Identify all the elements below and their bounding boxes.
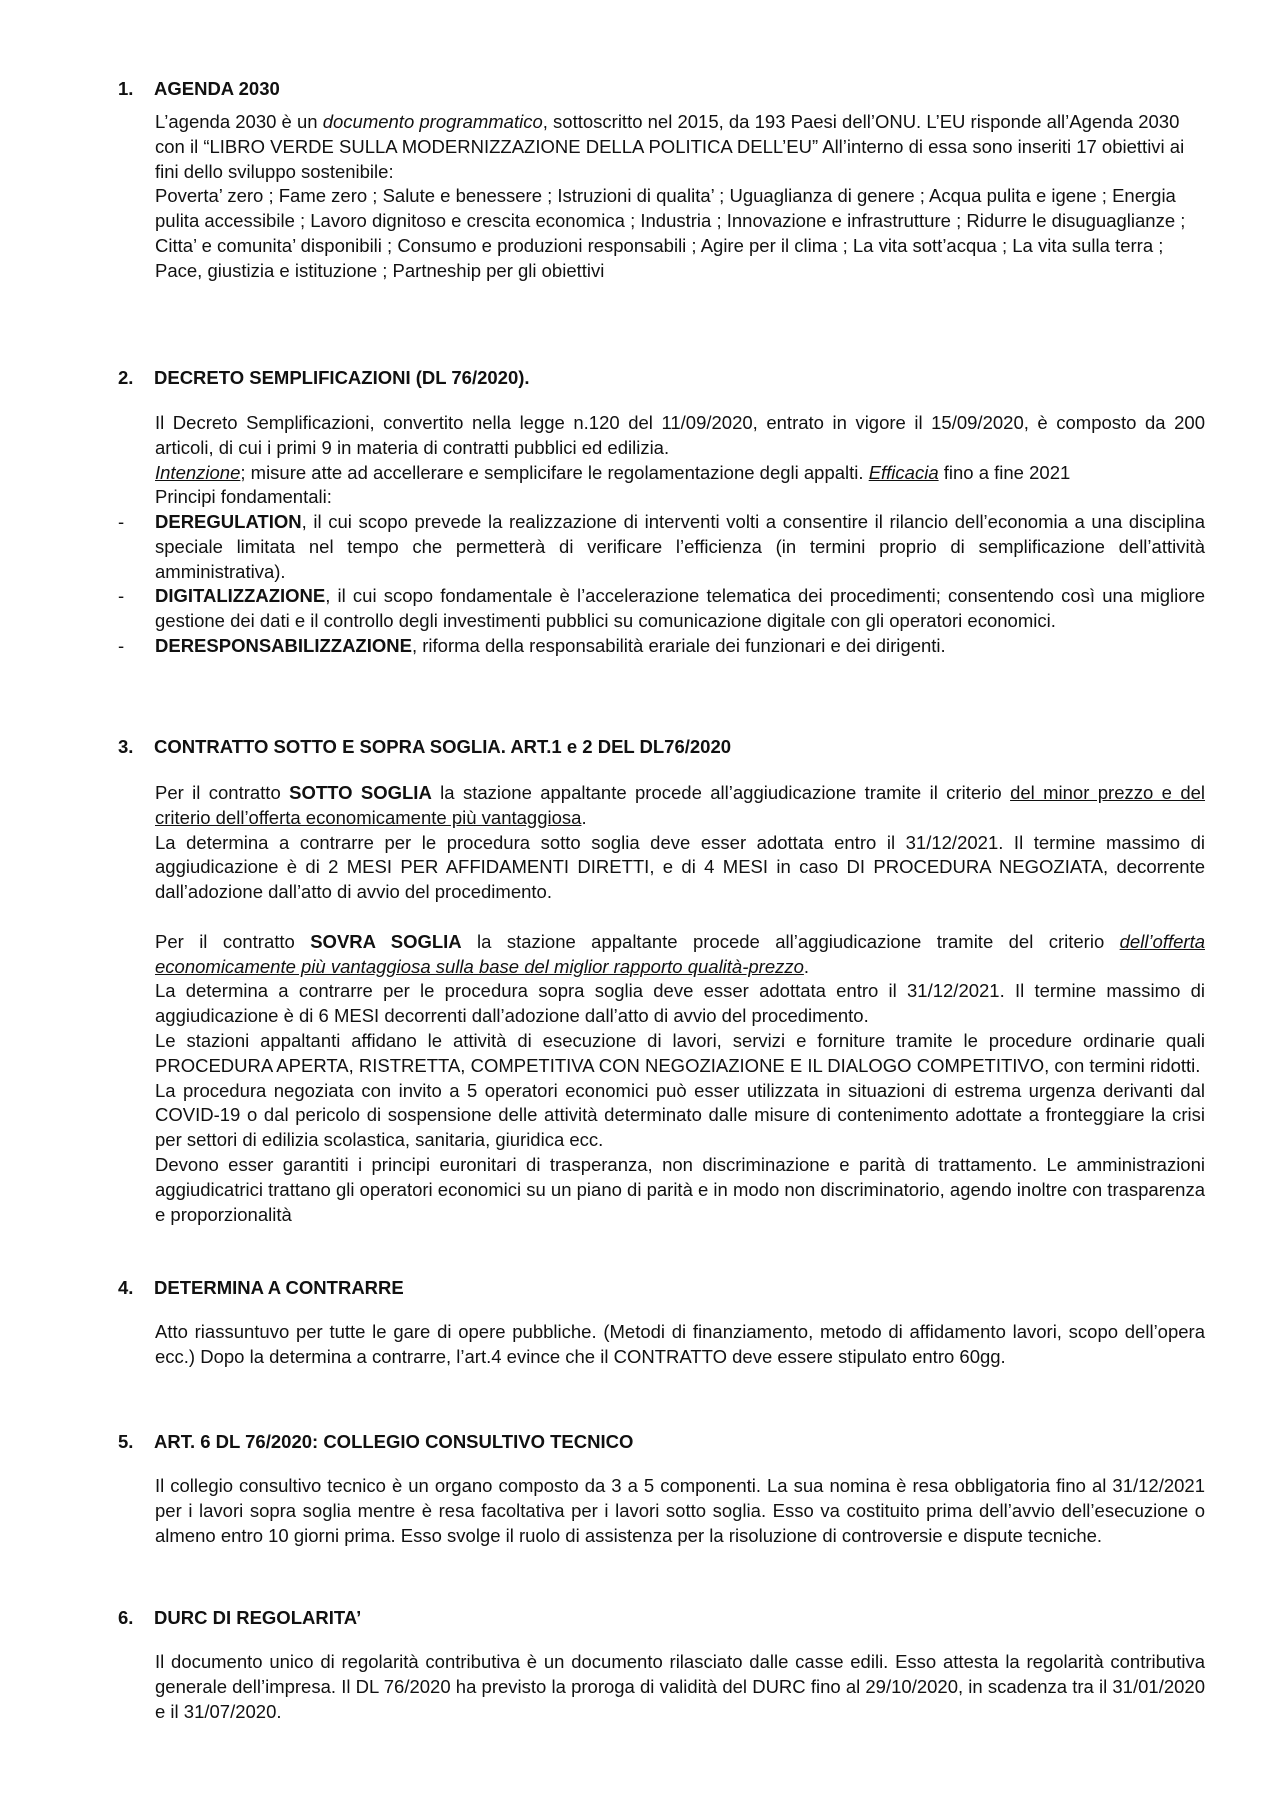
text-span: la stazione appaltante procede all’aggiudicazione tramite il criterio	[431, 782, 1011, 803]
text-span: , sottoscritto nel 2015, da 193 Paesi dell’ONU. L’EU risponde all’Agenda 2030 con il “LIBRO VERDE SULLA MODERNIZZAZIONE DELLA POLITICA DELL’EU” All’interno di essa sono inseriti 17 obiettivi ai fini dello sviluppo sostenibile:	[155, 111, 1185, 182]
section-number: 1.	[118, 78, 134, 99]
italic-underlined-text: dell’offerta economicamente più vantaggiosa sulla base del miglior rapporto qualità-prezzo	[155, 930, 1205, 977]
section-title: CONTRATTO SOTTO E SOPRA SOGLIA. ART.1 e 2 DEL DL76/2020	[154, 736, 732, 757]
bullet-label: DIGITALIZZAZIONE	[155, 585, 326, 607]
section-heading	[118, 1276, 404, 1300]
section-body	[155, 1320, 1205, 1370]
principles-list	[118, 510, 1205, 659]
text-span: Per il contratto	[155, 782, 290, 803]
section-body	[155, 110, 1205, 284]
section-title: AGENDA 2030	[154, 78, 280, 99]
list-item	[118, 634, 1205, 659]
paragraph: Il Decreto Semplificazioni, convertito nella legge n.120 del 11/09/2020, entrato in vigore il 15/09/2020, è composto da 200 articoli, di cui i primi 9 in materia di contratti pubblici ed edilizia.	[155, 412, 1205, 458]
section-body	[155, 781, 1205, 1227]
paragraph	[155, 461, 1205, 486]
paragraph: Il documento unico di regolarità contributiva è un documento rilasciato dalle casse edili. Esso attesta la regolarità contributiva generale dell’impresa. Il DL 76/2020 ha previsto la proroga di validità del DURC fino al 29/10/2020, in scadenza tra il 31/01/2020 e il 31/07/2020.	[155, 1651, 1205, 1722]
bullet-text: , riforma della responsabilità erariale dei funzionari e dei dirigenti.	[411, 634, 946, 656]
bullet-text: , il cui scopo prevede la realizzazione di interventi volti a consentire il rilancio dell’economia a una disciplina speciale limitata nel tempo che permetterà di verificare l’efficienza (in termini proprio di semplificazione dell’attività amministrativa).	[155, 511, 1205, 582]
paragraph: Devono esser garantiti i principi euronitari di trasperanza, non discriminazione e parità di trattamento. Le amministrazioni aggiudicatrici trattano gli operatori economici su un piano di parità e in modo non discriminatorio, agendo inoltre con trasparenza e proporzionalità	[155, 1153, 1205, 1225]
underlined-text: del minor prezzo e del criterio dell’offerta economicamente più vantaggiosa	[155, 782, 1206, 828]
section-heading	[118, 366, 530, 390]
list-item	[118, 584, 1205, 634]
paragraph: La determina a contrarre per le procedura sotto soglia deve esser adottata entro il 31/12/2021. Il termine massimo di aggiudicazione è di 2 MESI PER AFFIDAMENTI DIRETTI, e di 4 MESI in caso DI PROCEDURA NEGOZIATA, decorrente dall’adozione dall’atto di avvio del procedimento.	[155, 831, 1205, 903]
bold-term: SOTTO SOGLIA	[289, 782, 432, 803]
list-item	[118, 510, 1205, 584]
text-span: fino a fine 2021	[938, 461, 1071, 483]
text-span: la stazione appaltante procede all’aggiudicazione tramite del criterio	[461, 930, 1120, 952]
text-span: .	[803, 955, 810, 977]
section-number: 3.	[118, 736, 134, 757]
intention-label: Intenzione	[155, 461, 241, 483]
section-number: 5.	[118, 1431, 134, 1452]
text-span: Per il contratto	[155, 930, 311, 952]
section-title: DETERMINA A CONTRARRE	[154, 1277, 404, 1298]
section-body	[155, 1650, 1205, 1724]
text-span: .	[581, 806, 587, 828]
paragraph: La procedura negoziata con invito a 5 operatori economici può esser utilizzata in situazioni di estrema urgenza derivanti dal COVID-19 o dal pericolo di sospensione delle attività determinato dalle misure di contenimento adottate a fronteggiare la crisi per settori di edilizia scolastica, sanitaria, giuridica ecc.	[155, 1079, 1205, 1151]
section-number: 4.	[118, 1277, 134, 1298]
paragraph: La determina a contrarre per le procedura sopra soglia deve esser adottata entro il 31/12/2021. Il termine massimo di aggiudicazione è di 6 MESI decorrenti dall’adozione dall’atto di avvio del procedimento.	[155, 980, 1205, 1027]
bullet-text: , il cui scopo fondamentale è l’accelerazione telematica dei procedimenti; consentendo così una migliore gestione dei dati e il controllo degli investimenti pubblici su comunicazione digitale con gli operatori economici.	[155, 585, 1205, 632]
paragraph	[155, 930, 1205, 980]
paragraph: Il collegio consultivo tecnico è un organo composto da 3 a 5 componenti. La sua nomina è resa obbligatoria fino al 31/12/2021 per i lavori sopra soglia mentre è resa facoltativa per i lavori sotto soglia. Esso va costituito prima dell’avvio dell’esecuzione o almeno entro 10 giorni prima. Esso svolge il ruolo di assistenza per la risoluzione di controversie e dispute tecniche.	[155, 1475, 1205, 1546]
text-span: L’agenda 2030 è un	[155, 111, 323, 132]
spacer	[155, 905, 1205, 930]
section-body	[155, 411, 1205, 510]
section-title: DECRETO SEMPLIFICAZIONI (DL 76/2020).	[154, 367, 530, 388]
section-heading	[118, 1606, 361, 1630]
paragraph	[155, 110, 1205, 184]
goals-list: Poverta’ zero ; Fame zero ; Salute e benessere ; Istruzioni di qualita’ ; Uguaglianza di genere ; Acqua pulita e igene ; Energia pulita accessibile ; Lavoro dignitoso e crescita economica ; Industria ; Innovazione e infrastrutture ; Ridurre le disuguaglianze ; Citta’ e comunita’ disponibili ; Consumo e produzioni responsabili ; Agire per il clima ; La vita sott’acqua ; La vita sulla terra ; Pace, giustizia e istituzione ; Partneship per gli obiettivi	[155, 185, 1186, 281]
bullet-label: DERESPONSABILIZZAZIONE	[155, 634, 412, 656]
section-number: 6.	[118, 1607, 134, 1628]
paragraph: Principi fondamentali:	[155, 486, 332, 508]
paragraph	[155, 781, 1205, 831]
bullet-label: DEREGULATION	[155, 511, 302, 532]
section-heading	[118, 77, 280, 101]
paragraph: Le stazioni appaltanti affidano le attività di esecuzione di lavori, servizi e forniture tramite le procedure ordinarie quali PROCEDURA APERTA, RISTRETTA, COMPETITIVA CON NEGOZIAZIONE E IL DIALOGO COMPETITIVO, con termini ridotti.	[155, 1029, 1205, 1076]
section-number: 2.	[118, 367, 134, 388]
bullet-dash: -	[118, 511, 125, 532]
text-span: ; misure atte ad accellerare e semplicifare le regolamentazione degli appalti.	[240, 461, 869, 483]
bullet-dash: -	[118, 634, 125, 656]
section-heading	[118, 1430, 633, 1454]
section-title: ART. 6 DL 76/2020: COLLEGIO CONSULTIVO TECNICO	[154, 1431, 634, 1452]
paragraph: Atto riassuntuvo per tutte le gare di opere pubbliche. (Metodi di finanziamento, metodo di affidamento lavori, scopo dell’opera ecc.) Dopo la determina a contrarre, l’art.4 evince che il CONTRATTO deve essere stipulato entro 60gg.	[155, 1321, 1205, 1367]
section-heading	[118, 735, 731, 759]
bullet-dash: -	[118, 585, 125, 607]
efficacy-label: Efficacia	[868, 461, 939, 483]
section-body	[155, 1474, 1205, 1548]
bold-term: SOVRA SOGLIA	[310, 930, 462, 952]
italic-term: documento programmatico	[322, 111, 543, 132]
section-title: DURC DI REGOLARITA’	[154, 1607, 362, 1628]
